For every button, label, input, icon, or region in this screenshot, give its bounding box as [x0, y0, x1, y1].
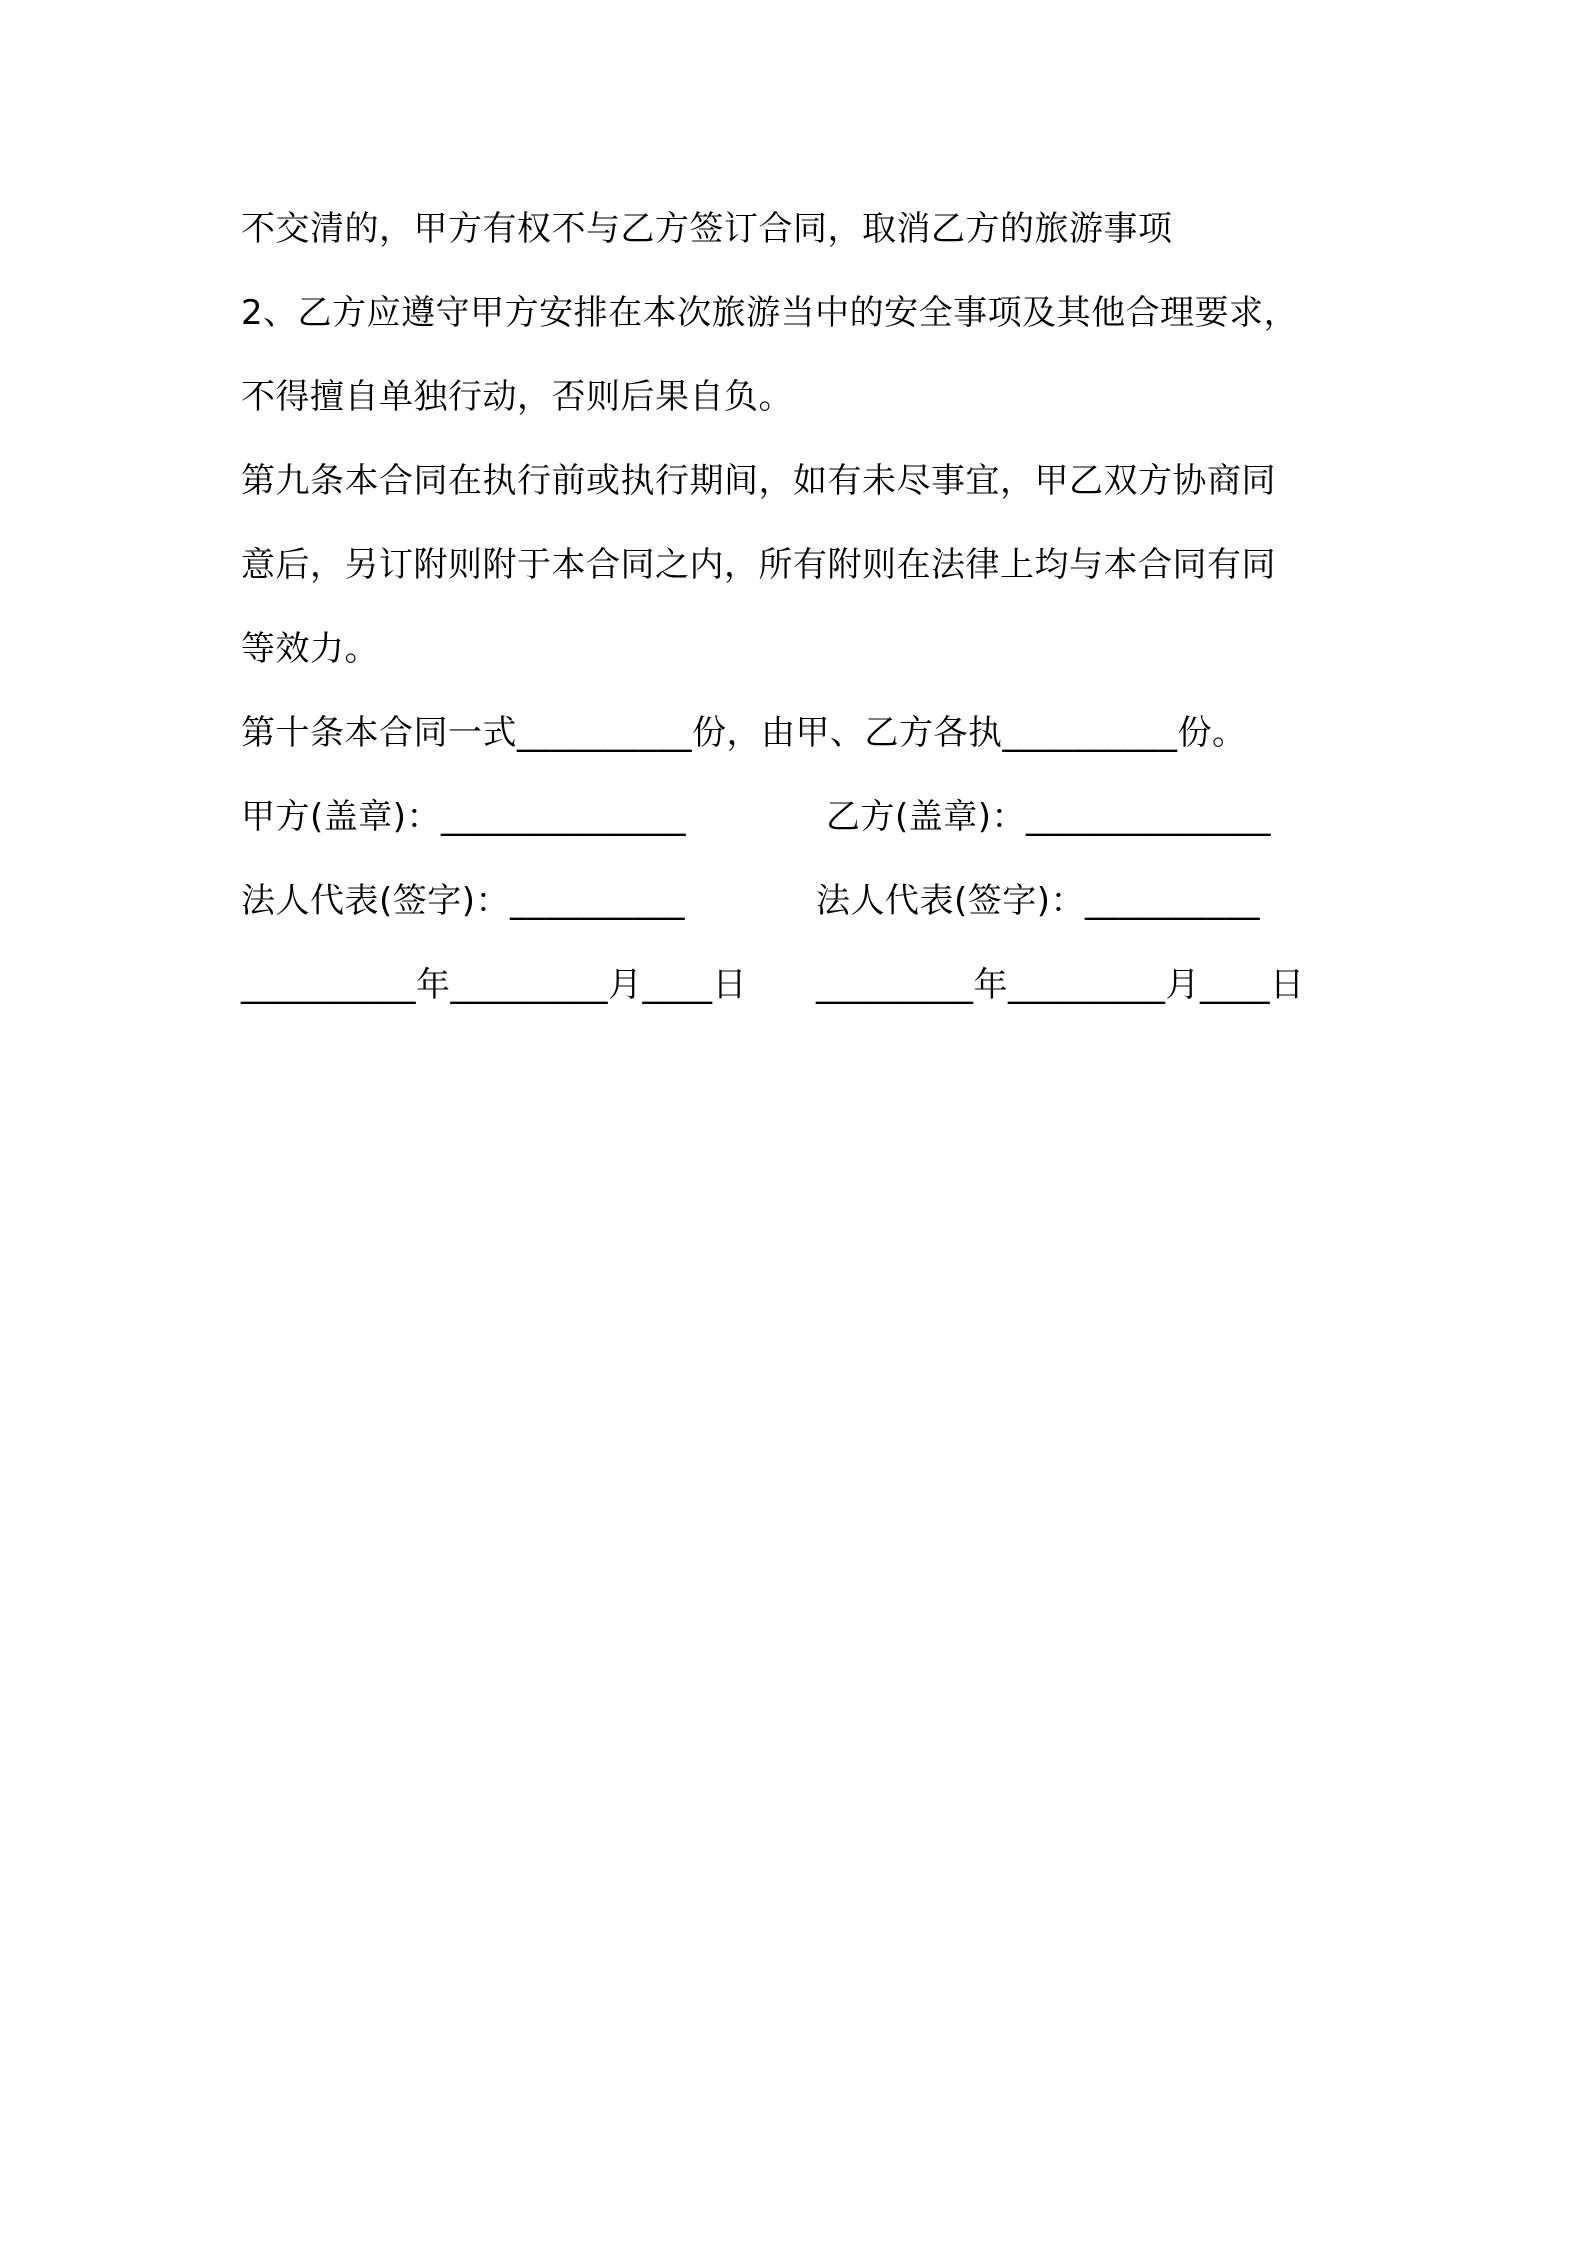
- paragraph-line-2: 2、乙方应遵守甲方安排在本次旅游当中的安全事项及其他合理要求，: [241, 293, 1299, 333]
- paragraph-line-6: 等效力。: [241, 629, 379, 669]
- paragraph-line-7: 第十条本合同一式__________份，由甲、乙方各执__________份。: [241, 713, 1247, 753]
- party-a-representative: 法人代表(签字)：__________: [241, 881, 686, 921]
- paragraph-line-3: 不得擅自单独行动，否则后果自负。: [241, 377, 793, 417]
- party-b-seal: 乙方(盖章)：______________: [826, 797, 1272, 837]
- paragraph-line-4: 第九条本合同在执行前或执行期间，如有未尽事宜，甲乙双方协商同: [241, 461, 1276, 501]
- paragraph-line-5: 意后，另订附则附于本合同之内，所有附则在法律上均与本合同有同: [241, 545, 1276, 585]
- party-b-representative: 法人代表(签字)：__________: [816, 881, 1261, 921]
- party-b-date: _________年_________月____日: [816, 965, 1305, 1005]
- party-a-seal: 甲方(盖章)：______________: [241, 797, 687, 837]
- paragraph-line-1: 不交清的，甲方有权不与乙方签订合同，取消乙方的旅游事项: [241, 209, 1173, 249]
- party-a-date: __________年_________月____日: [241, 965, 747, 1005]
